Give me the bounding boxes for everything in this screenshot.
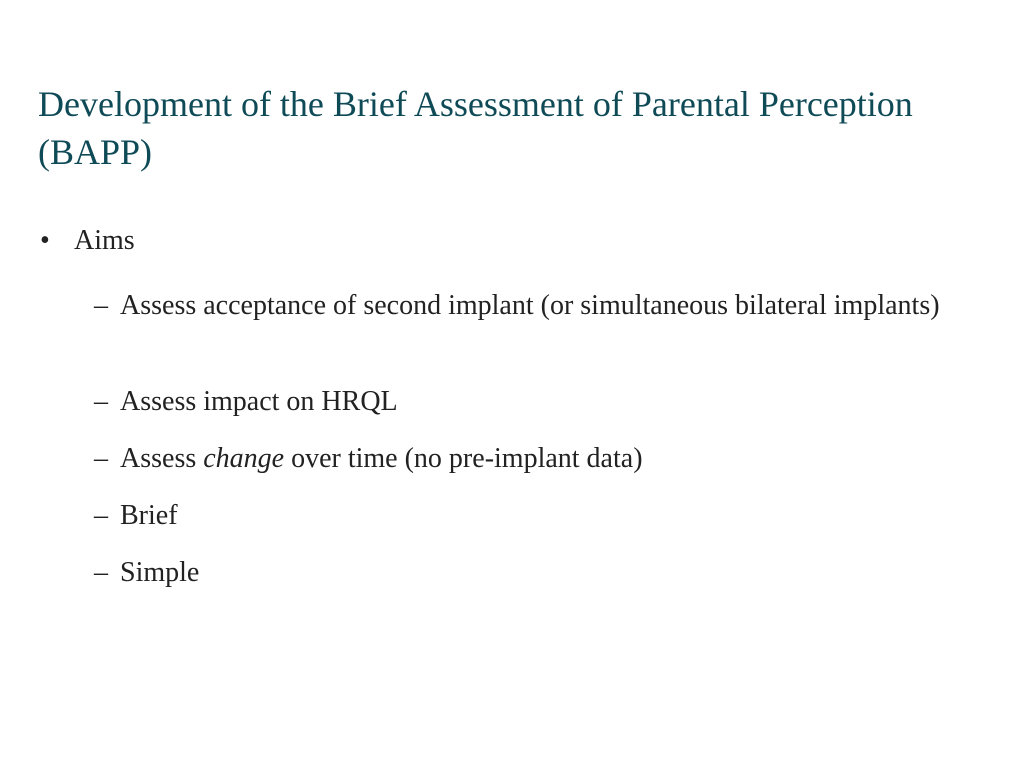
sub-bullet-item [94,498,954,534]
sub-bullet-text-post: over time (no pre-implant data) [284,443,643,474]
dash-icon: – [94,500,108,531]
sub-bullet-text-pre: Assess [120,443,204,474]
bullet-item-aims [38,222,978,260]
bullet-icon: • [40,225,50,256]
sub-bullet-text-emphasis: change [203,443,285,474]
sub-bullet-item [94,288,954,324]
dash-icon: – [94,386,108,417]
sub-bullet-item [94,384,954,420]
bullet-list [38,222,978,260]
sub-bullet-text: Brief [120,500,178,531]
dash-icon: – [94,290,108,321]
sub-bullet-item [94,555,954,591]
sub-bullet-text: Assess impact on HRQL [120,386,398,417]
sub-bullet-text: Assess acceptance of second implant (or simultaneous bilateral implants) [120,290,940,321]
dash-icon: – [94,443,108,474]
bullet-label: Aims [74,225,135,256]
dash-icon: – [94,557,108,588]
sub-bullet-item [94,441,954,477]
sub-bullet-text: Simple [120,557,200,588]
slide-title: Development of the Brief Assessment of Parental Perception (BAPP) [38,84,913,172]
